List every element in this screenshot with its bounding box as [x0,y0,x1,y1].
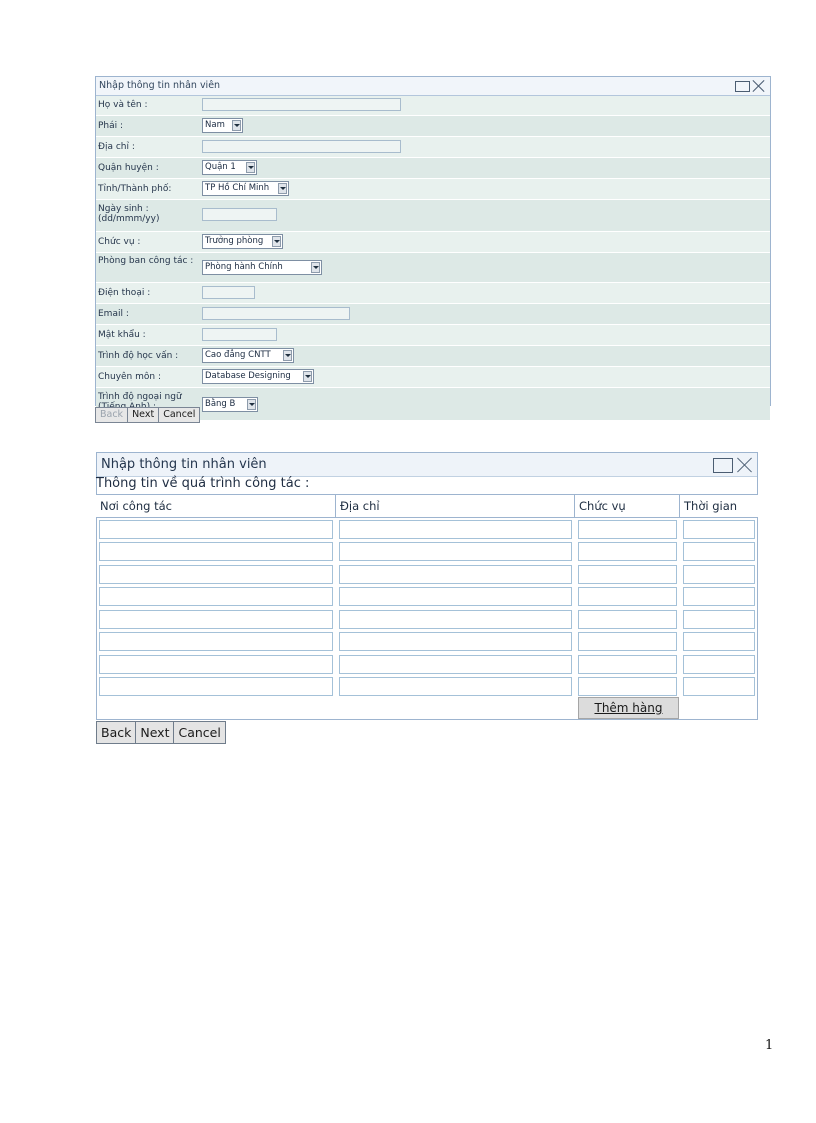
cancel-button[interactable]: Cancel [158,407,200,423]
label-specialty: Chuyên môn : [98,372,161,382]
city-select[interactable]: TP Hồ Chí Minh [202,181,289,196]
english-level-select[interactable]: Bằng B [202,397,258,412]
table-cell [336,542,575,561]
table-header [96,494,758,518]
gender-select[interactable]: Nam [202,118,243,133]
table-cell [96,565,336,584]
time-input[interactable] [683,565,755,584]
row-address [96,137,770,158]
row-phone [96,283,770,304]
table-cell [680,565,758,584]
table-cell [680,655,758,674]
workplace-input[interactable] [99,610,333,629]
address-input[interactable] [202,140,401,153]
specialty-select[interactable]: Database Designing [202,369,314,384]
row-email [96,304,770,325]
workplace-input[interactable] [99,677,333,696]
label-city: Tỉnh/Thành phố: [98,184,172,194]
table-cell [96,587,336,606]
address-input[interactable] [339,565,572,584]
row-birth-date [96,200,770,232]
position-input[interactable] [578,542,677,561]
table-row [96,518,758,541]
dropdown-arrow-icon [311,262,320,273]
table-row [96,608,758,631]
address-input[interactable] [339,677,572,696]
time-input[interactable] [683,677,755,696]
add-row-label: Thêm hàng [594,701,663,715]
dropdown-arrow-icon [283,350,292,361]
maximize-icon[interactable] [713,458,733,473]
row-specialty [96,367,770,388]
label-full-name: Họ và tên : [98,100,148,110]
dropdown-arrow-icon [272,236,281,247]
workplace-input[interactable] [99,587,333,606]
column-header-workplace: Nơi công tác [96,495,336,517]
table-cell [96,542,336,561]
table-cell [336,610,575,629]
table-cell [680,542,758,561]
position-select[interactable]: Trưởng phòng [202,234,283,249]
table-cell [680,632,758,651]
next-button[interactable]: Next [135,721,174,744]
password-input[interactable] [202,328,277,341]
dropdown-arrow-icon [303,371,312,382]
position-input[interactable] [578,632,677,651]
cancel-button[interactable]: Cancel [173,721,225,744]
table-cell [575,610,680,629]
wizard-buttons-2 [96,721,225,744]
table-row [96,653,758,676]
section-title: Thông tin về quá trình công tác : [96,476,310,491]
address-input[interactable] [339,610,572,629]
table-row [96,563,758,586]
address-input[interactable] [339,587,572,606]
table-row [96,676,758,699]
table-cell [575,677,680,696]
label-district: Quận huyện : [98,163,159,173]
table-cell [336,520,575,539]
label-password: Mật khẩu : [98,330,146,340]
label-department: Phòng ban công tác : [98,256,194,266]
dropdown-arrow-icon [246,162,255,173]
table-cell [680,520,758,539]
time-input[interactable] [683,587,755,606]
table-cell [96,632,336,651]
full-name-input[interactable] [202,98,401,111]
table-cell [575,587,680,606]
position-input[interactable] [578,677,677,696]
next-button[interactable]: Next [127,407,159,423]
workplace-input[interactable] [99,565,333,584]
table-cell [96,610,336,629]
window-title: Nhập thông tin nhân viên [101,457,267,472]
work-history-table [96,494,758,698]
table-cell [336,565,575,584]
row-city [96,179,770,200]
table-cell [575,565,680,584]
label-english-level: Trình độ ngoại ngữ [98,392,182,402]
table-cell [96,520,336,539]
wizard-buttons-1 [95,407,199,423]
time-input[interactable] [683,632,755,651]
title-bar [96,77,770,96]
row-gender [96,116,770,137]
table-row [96,586,758,609]
table-cell [96,655,336,674]
page-number: 1 [765,1038,774,1053]
label-education: Trình độ học vấn : [98,351,179,361]
table-cell [336,677,575,696]
table-cell [680,610,758,629]
position-input[interactable] [578,565,677,584]
column-header-time: Thời gian [684,499,738,513]
table-row [96,631,758,654]
row-department [96,253,770,283]
time-input[interactable] [683,610,755,629]
dropdown-arrow-icon [232,120,241,131]
table-cell [96,677,336,696]
back-button[interactable]: Back [95,407,128,423]
table-cell [680,587,758,606]
label-birth-date: Ngày sinh : (dd/mmm/yy) [98,204,160,224]
time-input[interactable] [683,542,755,561]
table-cell [336,587,575,606]
row-district [96,158,770,179]
address-input[interactable] [339,655,572,674]
window-title: Nhập thông tin nhân viên [99,80,221,91]
dropdown-arrow-icon [247,399,256,410]
position-input[interactable] [578,587,677,606]
form-rows [96,96,770,420]
district-select[interactable]: Quận 1 [202,160,257,175]
birth-date-input[interactable] [202,208,277,221]
label-gender: Phái : [98,121,124,131]
add-row-button[interactable] [578,697,679,719]
workplace-input[interactable] [99,520,333,539]
phone-input[interactable] [202,286,255,299]
column-header-address: Địa chỉ [336,495,575,517]
workplace-input[interactable] [99,632,333,651]
employee-info-window-1 [95,76,771,409]
table-body [96,518,758,698]
email-input[interactable] [202,307,350,320]
column-header-position: Chức vụ [575,495,680,517]
label-position: Chức vụ : [98,237,141,247]
address-input[interactable] [339,520,572,539]
close-icon[interactable] [752,79,766,93]
position-input[interactable] [578,655,677,674]
label-email: Email : [98,309,129,319]
education-select[interactable]: Cao đẳng CNTT [202,348,294,363]
label-address: Địa chỉ : [98,142,135,152]
address-input[interactable] [339,632,572,651]
row-education [96,346,770,367]
table-cell [575,520,680,539]
table-cell [575,632,680,651]
row-password [96,325,770,346]
department-select[interactable]: Phòng hành Chính [202,260,322,275]
dropdown-arrow-icon [278,183,287,194]
row-full-name [96,96,770,116]
close-icon[interactable] [735,456,753,474]
table-cell [575,542,680,561]
table-cell [336,632,575,651]
position-input[interactable] [578,520,677,539]
row-position [96,232,770,253]
table-cell [575,655,680,674]
workplace-input[interactable] [99,542,333,561]
table-cell [336,655,575,674]
title-bar [97,453,757,477]
workplace-input[interactable] [99,655,333,674]
table-cell [680,677,758,696]
table-row [96,541,758,564]
label-phone: Điện thoại : [98,288,151,298]
time-input[interactable] [683,655,755,674]
address-input[interactable] [339,542,572,561]
position-input[interactable] [578,610,677,629]
back-button[interactable]: Back [96,721,136,744]
maximize-icon[interactable] [735,81,750,92]
time-input[interactable] [683,520,755,539]
